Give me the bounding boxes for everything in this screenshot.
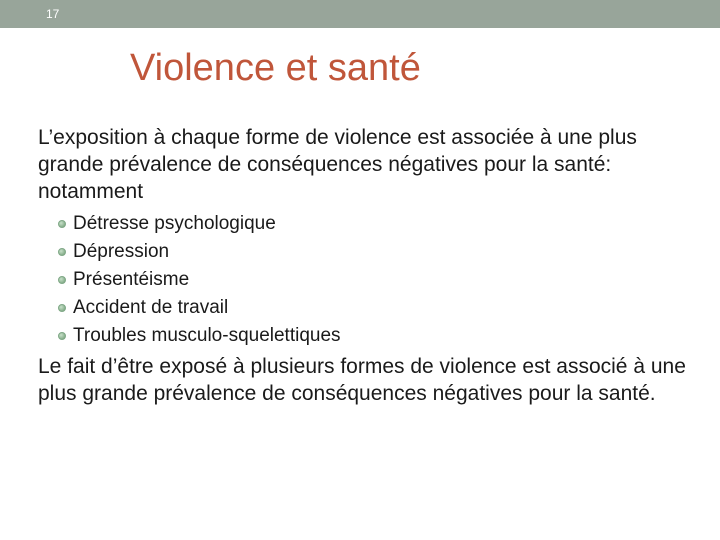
header-bar	[0, 0, 720, 28]
list-item	[58, 322, 688, 350]
list-item-label: Détresse psychologique	[73, 213, 276, 234]
slide-title: Violence et santé	[130, 47, 421, 89]
list-item-label: Dépression	[73, 241, 170, 262]
list-item-label: Troubles musculo-squelettiques	[73, 325, 341, 346]
bullet-icon	[58, 248, 66, 256]
list-item-label: Présentéisme	[73, 269, 190, 290]
slide-number: 17	[46, 7, 60, 21]
slide-body	[38, 124, 688, 407]
conclusion-paragraph: Le fait d’être exposé à plusieurs formes de violence est associé à une plus grande prévalence de conséquences négatives pour la santé.	[38, 355, 686, 405]
bullet-icon	[58, 304, 66, 312]
bullet-icon	[58, 332, 66, 340]
list-item	[58, 238, 688, 266]
list-item	[58, 294, 688, 322]
bullet-icon	[58, 220, 66, 228]
list-item	[58, 266, 688, 294]
bullet-icon	[58, 276, 66, 284]
list-item-label: Accident de travail	[73, 297, 229, 318]
consequence-list	[38, 210, 688, 350]
intro-paragraph: L’exposition à chaque forme de violence est associée à une plus grande prévalence de conséquences négatives pour la santé: notamment	[38, 126, 637, 203]
list-item	[58, 210, 688, 238]
